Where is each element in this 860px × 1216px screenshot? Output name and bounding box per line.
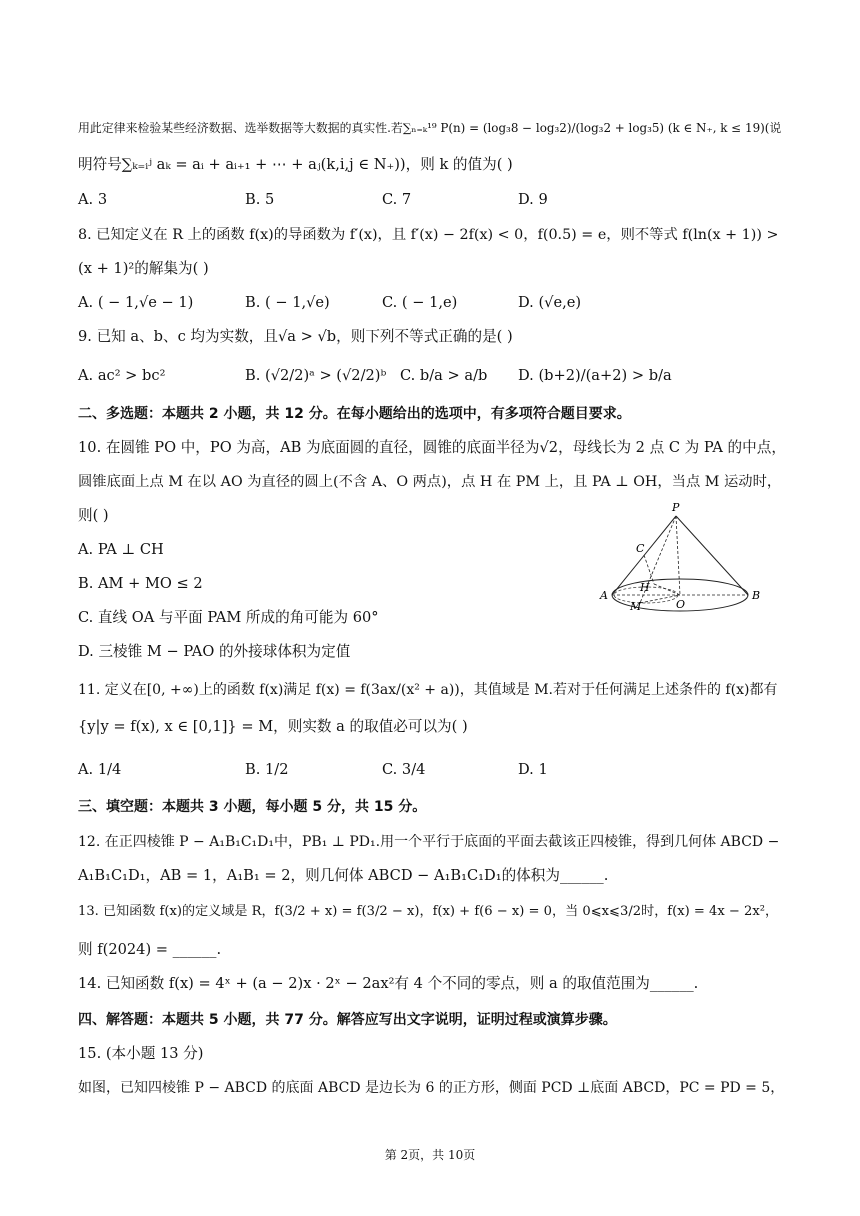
q9-option-b: B. (√2/2)ᵃ > (√2/2)ᵇ (245, 367, 387, 384)
q9-option-d: D. (b+2)/(a+2) > b/a (518, 367, 672, 384)
section-fill-in-heading: 三、填空题：本题共 3 小题，每小题 5 分，共 15 分。 (78, 799, 427, 815)
q11-option-b: B. 1/2 (245, 761, 289, 778)
q9-option-c: C. b/a > a/b (400, 367, 488, 384)
q8-stem-line1: 8. 已知定义在 R 上的函数 f(x)的导函数为 f′(x)，且 f′(x) − 2f(x) < 0，f(0.5) = e，则不等式 f(ln(x + 1)) > (78, 227, 779, 243)
page-footer: 第 2页，共 10页 (384, 1148, 476, 1162)
q10-option-c: C. 直线 OA 与平面 PAM 所成的角可能为 60° (78, 609, 379, 626)
q9-option-a: A. ac² > bc² (78, 367, 166, 384)
q10-stem-line2: 圆锥底面上点 M 在以 AO 为直径的圆上(不含 A、O 两点)，点 H 在 PM 上，且 PA ⊥ OH，当点 M 运动时， (78, 474, 782, 490)
segment-ho (654, 584, 680, 595)
q10-stem-line3: 则( ) (78, 507, 109, 524)
q9-stem: 9. 已知 a、b、c 均为实数，且√a > √b，则下列不等式正确的是( ) (78, 328, 513, 345)
q10-option-b: B. AM + MO ≤ 2 (78, 575, 203, 592)
cone-figure (596, 498, 796, 630)
q11-option-a: A. 1/4 (78, 761, 122, 778)
segment-ch (644, 555, 654, 584)
q7-stem-line1: 用此定律来检验某些经济数据、选举数据等大数据的真实性.若∑ₙ₌ₖ¹⁹ P(n) = (log₃8 − log₃2)/(log₃2 + log₃5) (k ∈ N₊, k ≤ 19)(说 (78, 121, 782, 135)
q15-stem-line1: 如图，已知四棱锥 P − ABCD 的底面 ABCD 是边长为 6 的正方形，侧面 PCD ⊥底面 ABCD，PC = PD = 5， (78, 1080, 785, 1096)
q8-stem-line2: (x + 1)²的解集为( ) (78, 260, 209, 277)
q12-stem-line1: 12. 在正四棱锥 P − A₁B₁C₁D₁中，PB₁ ⊥ PD₁.用一个平行于底面的平面去截该正四棱锥，得到几何体 ABCD − (78, 834, 780, 850)
label-c: C (636, 542, 645, 555)
label-b: B (752, 589, 761, 602)
generator-pb (676, 516, 748, 595)
q8-option-c: C. ( − 1,e) (382, 294, 458, 311)
q8-option-b: B. ( − 1,√e) (245, 294, 330, 311)
q12-stem-line2: A₁B₁C₁D₁，AB = 1，A₁B₁ = 2，则几何体 ABCD − A₁B₁C₁D₁的体积为______. (78, 867, 609, 884)
q7-stem-line2: 明符号∑ₖ₌ᵢʲ aₖ = aᵢ + aᵢ₊₁ + ⋯ + aⱼ(k,i,j ∈ N₊))，则 k 的值为( ) (78, 156, 513, 173)
q11-stem-line2: {y|y = f(x), x ∈ [0,1]} = M，则实数 a 的取值必可以为( ) (78, 718, 468, 735)
q10-option-d: D. 三棱锥 M − PAO 的外接球体积为定值 (78, 643, 351, 660)
q15-title: 15. (本小题 13 分) (78, 1045, 204, 1062)
label-p: P (672, 501, 680, 514)
q7-option-a: A. 3 (78, 191, 108, 208)
label-h: H (640, 581, 650, 594)
q8-option-a: A. ( − 1,√e − 1) (78, 294, 194, 311)
q11-option-d: D. 1 (518, 761, 548, 778)
section-multiple-choice-heading: 二、多选题：本题共 2 小题，共 12 分。在每小题给出的选项中，有多项符合题目要求。 (78, 406, 631, 422)
q10-option-a: A. PA ⊥ CH (78, 541, 164, 558)
height-po (676, 516, 680, 595)
q7-option-b: B. 5 (245, 191, 275, 208)
q11-option-c: C. 3/4 (382, 761, 426, 778)
q11-stem-line1: 11. 定义在[0, +∞)上的函数 f(x)满足 f(x) = f(3ax/(x² + a))，其值域是 M.若对于任何满足上述条件的 f(x)都有 (78, 682, 778, 698)
label-a: A (600, 589, 608, 602)
q13-stem-line2: 则 f(2024) = ______. (78, 941, 222, 958)
q7-option-c: C. 7 (382, 191, 412, 208)
q13-stem-line1: 13. 已知函数 f(x)的定义域是 R，f(3/2 + x) = f(3/2 − x)，f(x) + f(6 − x) = 0，当 0⩽x⩽3/2时，f(x) = 4x − 2x²， (78, 904, 779, 919)
q7-option-d: D. 9 (518, 191, 548, 208)
label-o: O (676, 598, 686, 611)
q14-stem: 14. 已知函数 f(x) = 4ˣ + (a − 2)x · 2ˣ − 2ax²有 4 个不同的零点，则 a 的取值范围为______. (78, 975, 699, 992)
section-solution-heading: 四、解答题：本题共 5 小题，共 77 分。解答应写出文字说明，证明过程或演算步骤。 (78, 1012, 617, 1028)
q10-stem-line1: 10. 在圆锥 PO 中，PO 为高，AB 为底面圆的直径，圆锥的底面半径为√2，母线长为 2 点 C 为 PA 的中点， (78, 439, 786, 456)
label-m: M (630, 600, 642, 613)
q8-option-d: D. (√e,e) (518, 294, 582, 311)
